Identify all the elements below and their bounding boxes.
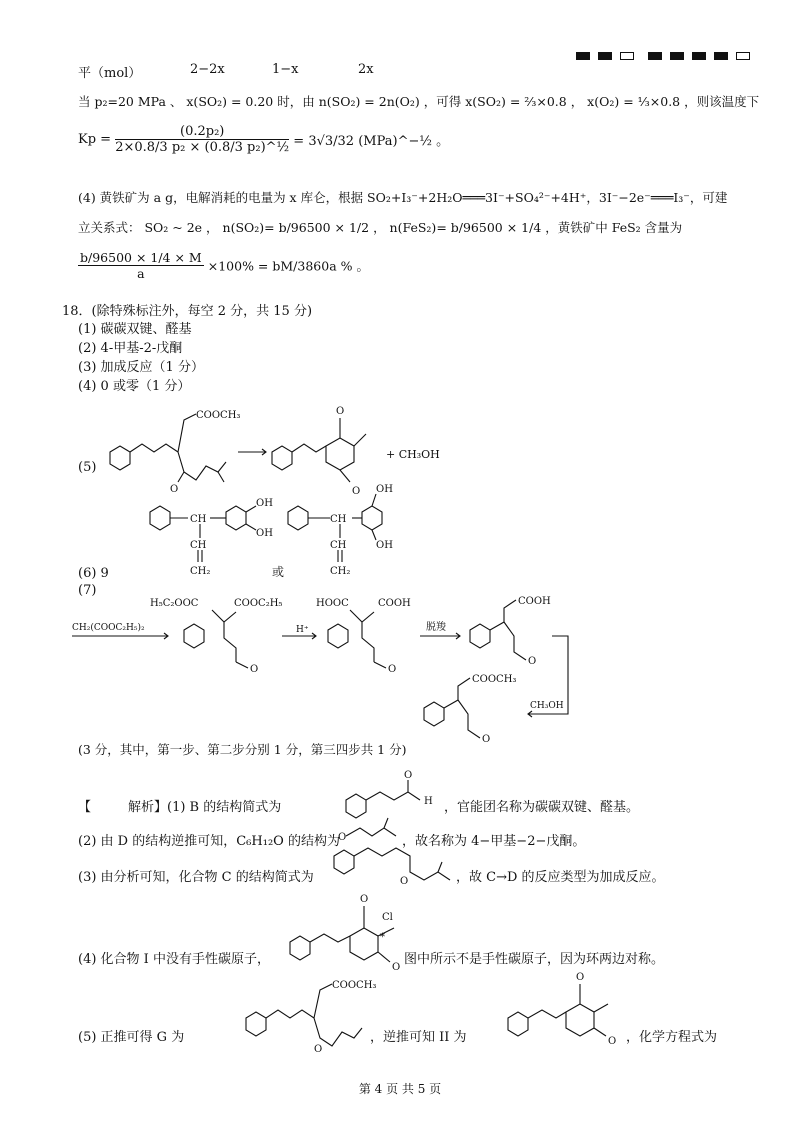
label-ch2: CH₂ — [190, 566, 211, 577]
kp-rhs: = 3√3/32 (MPa)^−½ 。 — [293, 134, 450, 149]
molecule-i-chiral — [290, 906, 394, 962]
eq-value-b: 1−x — [272, 62, 299, 77]
analysis-line1-a: 解析】(1) B 的结构简式为 — [128, 800, 282, 815]
page-footer: 第 4 页 共 5 页 — [358, 1082, 442, 1096]
label-o: O — [338, 832, 347, 843]
label-oh: OH — [376, 540, 393, 551]
label-o: O — [528, 656, 537, 667]
label-o: O — [336, 406, 345, 417]
q18-answer-1: (1) 碳碳双键、醛基 — [78, 322, 192, 337]
q18-answer-2: (2) 4-甲基-2-戊酮 — [78, 341, 183, 356]
isomer-or: 或 — [272, 565, 285, 579]
reagent-methanol: CH₃OH — [530, 701, 564, 711]
label-o: O — [170, 484, 179, 495]
q18-answer-6-label: (6) 9 — [78, 566, 109, 581]
label-o: O — [404, 770, 413, 781]
label-o: O — [314, 1044, 323, 1055]
reagent-malonate: CH₂(COOC₂H₅)₂ — [72, 623, 145, 633]
analysis-line5-b: ，逆推可知 II 为 — [370, 1030, 467, 1045]
label-o: O — [482, 734, 491, 745]
analysis-bracket: 【 — [78, 800, 92, 815]
analysis-line2-b: ，故名称为 4−甲基−2−戊酮。 — [402, 834, 586, 849]
label-h: H — [424, 796, 433, 807]
eq-value-c: 2x — [358, 62, 374, 77]
kp-denominator: 2×0.8/3 p₂ × (0.8/3 p₂)^½ — [115, 140, 290, 155]
analysis-line5-c: ，化学方程式为 — [626, 1030, 718, 1045]
eq-label: 平（mol） — [78, 66, 142, 81]
label-o: O — [400, 876, 409, 887]
q18-answer-5-label: (5) — [78, 460, 97, 475]
analysis-line1-b: ，官能团名称为碳碳双键、醛基。 — [444, 800, 640, 815]
label-cooet: COOC₂H₅ — [234, 598, 283, 609]
label-o: O — [576, 972, 585, 983]
label-cl: Cl — [382, 912, 393, 923]
label-ch: CH — [190, 514, 207, 525]
q18-header: 18．(除特殊标注外，每空 2 分，共 15 分) — [62, 304, 313, 319]
label-ch2: CH₂ — [330, 566, 351, 577]
label-oh: OH — [256, 498, 273, 509]
molecule-b — [346, 780, 420, 818]
part4-line2: 立关系式： SO₂ ~ 2e ， n(SO₂)= b/96500 × 1/2 ， n(FeS₂)= b/96500 × 1/4 ，黄铁矿中 FeS₂ 含量为 — [78, 220, 683, 235]
analysis-line5-a: (5) 正推可得 G 为 — [78, 1030, 185, 1045]
q18-answer-3: (3) 加成反应（1 分） — [78, 360, 204, 375]
label-cooh: COOH — [518, 596, 551, 607]
q18-answer-7-label: (7) — [78, 583, 97, 598]
analysis-line3-a: (3) 由分析可知，化合物 C 的结构简式为 — [78, 870, 314, 885]
content-rhs: ×100% = bM/3860a % 。 — [207, 258, 369, 274]
content-numerator: b/96500 × 1/4 × M — [80, 250, 202, 265]
label-o: O — [388, 664, 397, 675]
label-o: O — [250, 664, 259, 675]
label-cooch3: COOCH₃ — [196, 410, 241, 421]
label-cooh: COOH — [378, 598, 411, 609]
molecule-ketone — [346, 818, 396, 836]
label-ch: CH — [190, 540, 207, 551]
label-cooch3: COOCH₃ — [332, 980, 377, 991]
analysis-line4-b: 图中所示不是手性碳原子，因为环两边对称。 — [404, 952, 665, 967]
q18-answer-7-note: (3 分，其中，第一步、第二步分别 1 分，第三四步共 1 分) — [78, 742, 407, 757]
label-o: O — [360, 894, 369, 905]
condition-line: 当 p₂=20 MPa 、 x(SO₂) = 0.20 时，由 n(SO₂) = 2n(O₂) ，可得 x(SO₂) = ⅔×0.8 ， x(O₂) = ⅓×0.8 ，则该温度下 — [78, 94, 760, 109]
product-methanol: + CH₃OH — [386, 448, 440, 461]
label-hooc: HOOC — [316, 598, 349, 609]
label-oh: OH — [376, 484, 393, 495]
label-o: O — [392, 962, 401, 973]
molecule-c — [334, 848, 450, 880]
label-etooc: H₅C₂OOC — [150, 598, 199, 609]
molecule-ii-analysis — [508, 984, 608, 1036]
part4-line1: (4) 黄铁矿为 a g，电解消耗的电量为 x 库仑，根据 SO₂+I₃⁻+2H₂O═══3I⁻+SO₄²⁻+4H⁺，3I⁻−2e⁻═══I₃⁻，可建 — [78, 190, 728, 205]
label-star: * — [380, 932, 385, 943]
label-cooch3: COOCH₃ — [472, 674, 517, 685]
label-o: O — [352, 486, 361, 497]
label-oh: OH — [256, 528, 273, 539]
label-ch: CH — [330, 540, 347, 551]
analysis-line3-b: ，故 C→D 的反应类型为加成反应。 — [456, 870, 665, 885]
reagent-decarboxylation: 脱羧 — [426, 622, 446, 633]
label-o: O — [608, 1036, 617, 1047]
kp-numerator: (0.2p₂) — [115, 124, 289, 140]
content-denominator: a — [137, 266, 145, 281]
analysis-line2-a: (2) 由 D 的结构逆推可知，C₆H₁₂O 的结构为 — [78, 834, 340, 849]
molecule-g-analysis — [246, 984, 362, 1046]
analysis-line4-a: (4) 化合物 I 中没有手性碳原子， — [78, 952, 270, 967]
q18-answer-4: (4) 0 或零（1 分） — [78, 379, 191, 394]
reagent-acid: H⁺ — [296, 625, 309, 635]
eq-value-a: 2−2x — [190, 62, 225, 77]
label-ch: CH — [330, 514, 347, 525]
kp-lhs: Kp = — [78, 132, 112, 147]
